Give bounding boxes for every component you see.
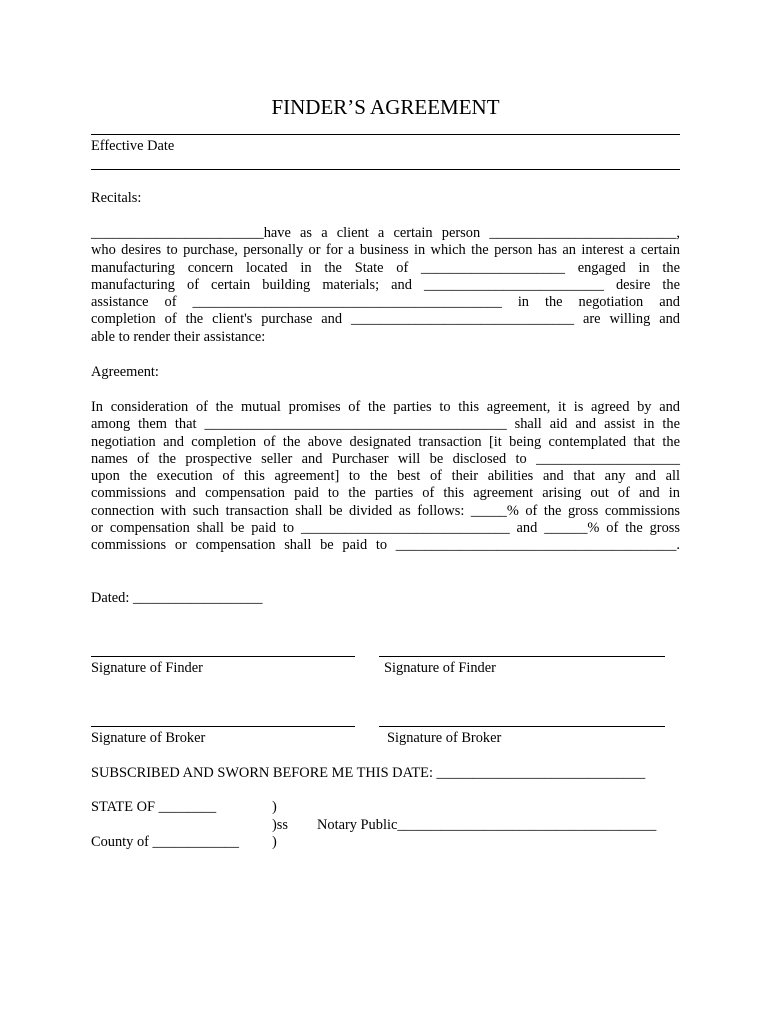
agreement-line: commissions and compensation paid to the parties of this agreement arising out of and in [91, 485, 680, 502]
agreement-line: or compensation shall be paid to _____________________________ and ______% of the gross [91, 520, 680, 537]
ss-mark: )ss [272, 817, 288, 833]
notary-public-line: Notary Public____________________________________ [317, 817, 657, 833]
agreement-line: commissions or compensation shall be paid to _______________________________________. [91, 537, 680, 554]
recitals-paragraph [91, 225, 680, 346]
finder-signature-line-left [91, 656, 355, 657]
dated-line: Dated: __________________ [91, 590, 263, 606]
county-of-line: County of ____________ [91, 834, 239, 850]
agreement-line: connection with such transaction shall be divided as follows: _____% of the gross commissions [91, 502, 680, 519]
subscribed-sworn-line: SUBSCRIBED AND SWORN BEFORE ME THIS DATE: _____________________________ [91, 765, 646, 781]
effective-date-label: Effective Date [91, 138, 175, 154]
agreement-line: negotiation and completion of the above designated transaction [it being contemplated that the [91, 433, 680, 450]
agreement-paragraph [91, 399, 680, 555]
recitals-line: able to render their assistance: [91, 328, 266, 345]
agreement-heading: Agreement: [91, 364, 159, 380]
state-of-line: STATE OF ________ [91, 799, 217, 815]
recitals-line: who desires to purchase, personally or for a business in which the person has an interest a certain [91, 242, 680, 259]
recitals-line: manufacturing concern located in the State of ____________________ engaged in the [91, 259, 680, 276]
signature-finder-left-label: Signature of Finder [91, 660, 203, 676]
recitals-line: manufacturing of certain building materials; and _________________________ desire the [91, 276, 680, 293]
paren-close: ) [272, 834, 277, 850]
signature-broker-left-label: Signature of Broker [91, 730, 206, 746]
signature-broker-right-label: Signature of Broker [387, 730, 502, 746]
paren-open: ) [272, 799, 277, 815]
recitals-line: completion of the client's purchase and _______________________________ are willing and [91, 311, 680, 328]
finder-signature-line-right [379, 656, 665, 657]
signature-finder-right-label: Signature of Finder [384, 660, 496, 676]
agreement-line: upon the execution of this agreement] to the best of their abilities and that any and all [91, 468, 680, 485]
document-title: FINDER’S AGREEMENT [271, 95, 500, 119]
broker-signature-line-right [379, 726, 665, 727]
agreement-line: names of the prospective seller and Purchaser will be disclosed to ____________________ [91, 450, 680, 467]
recitals-line: assistance of ___________________________________________ in the negotiation and [91, 294, 680, 311]
recitals-line: ________________________have as a client a certain person __________________________, [91, 225, 680, 241]
divider-top [91, 134, 680, 135]
divider-effective-date [91, 169, 680, 170]
agreement-line: among them that __________________________________________ shall aid and assist in the [91, 416, 680, 433]
recitals-heading: Recitals: [91, 190, 142, 206]
broker-signature-line-left [91, 726, 355, 727]
agreement-line: In consideration of the mutual promises of the parties to this agreement, it is agreed by and [91, 399, 680, 415]
